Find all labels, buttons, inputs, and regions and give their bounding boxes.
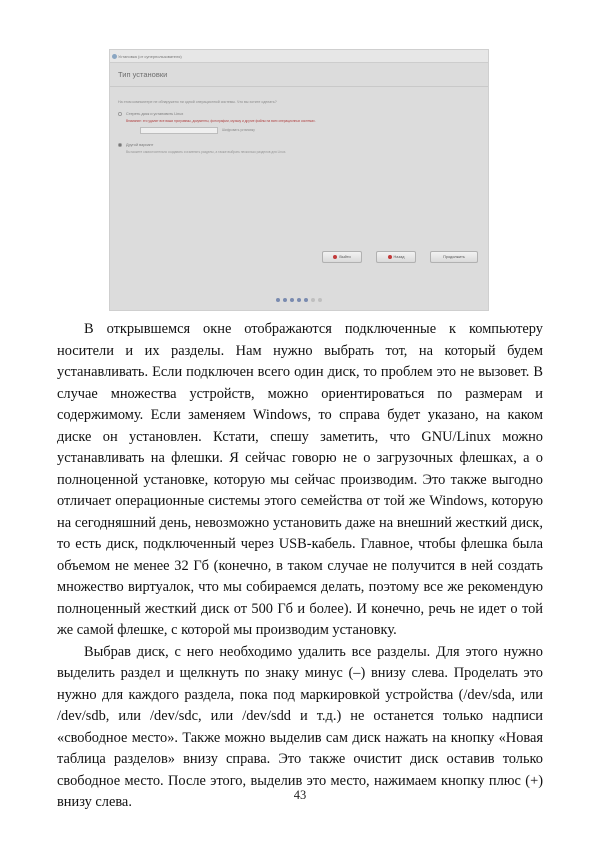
progress-dot [290,298,294,302]
heading-divider [110,86,488,87]
progress-dot [304,298,308,302]
progress-dot [276,298,280,302]
erase-disk-radio[interactable] [118,112,122,116]
progress-dot [297,298,301,302]
progress-dot [318,298,322,302]
installer-screenshot [109,49,489,311]
body-text [57,319,543,814]
back-button[interactable]: Назад [376,251,416,263]
progress-dots [110,289,488,307]
erase-disk-warning: Внимание: это удалит все ваши программы, документы, фотографии, музыку и другие файлы на всех операционных системах. [126,119,316,123]
erase-disk-label: Стереть диск и установить Linux [126,112,184,116]
window-titlebar [110,50,488,63]
window-title: Установка (от суперпользователя) [118,54,182,59]
other-option-description: Вы можете самостоятельно создавать и изменять разделы, а также выбрать несколько разделов для Linux. [126,150,287,154]
progress-dot [311,298,315,302]
encrypt-field[interactable] [140,127,218,134]
other-option-radio[interactable] [118,143,122,147]
quit-button[interactable]: Выйти [322,251,362,263]
continue-button[interactable]: Продолжить [430,251,478,263]
installer-heading: Тип установки [118,70,168,79]
paragraph: Выбрав диск, с него необходимо удалить все разделы. Для этого нужно выделить раздел и щелкнуть по знаку минус (–) внизу слева. Проделать это нужно для каждого раздела, пока под маркировкой устройства (/dev/sda, или /dev/sdb, или /dev/sdc, или /dev/sdd и т.д.) не останется только надписи «свободное место». Также можно выделив сам диск нажать на кнопку «Новая таблица разделов» внизу справа. Это также очистит диск оставив только свободное место. После этого, выделив это место, нажимаем кнопку плюс (+) внизу слева. [57,643,543,810]
quit-icon [333,255,337,259]
paragraph: В открывшемся окне отображаются подключенные к компьютеру носители и их разделы. Нам нужно выбрать тот, на который будем устанавливать. Если подключен всего один диск, то проблем это не вызовет. В случае множества устройств, можно ориентироваться по размерам и содержимому. Если заменяем Windows, то справа будет указано, на каком диске он установлен. Кстати, спешу заметить, что GNU/Linux можно устанавливать на флешки. Я сейчас говорю не о загрузочных флешках, а о полноценной установке, которую мы сейчас производим. Это также выгодно отличает операционные системы этого семейства от той же Windows, которую на сегодняшний день, невозможно установить даже на внешний жесткий диск, то есть диск, подключенный через USB-кабель. Главное, чтобы флешка была объемом не менее 32 Гб (конечно, в таком случае не получится в ней создать множество виртуалок, что мы собираемся делать, поэтому все же рекомендую полноценный жесткий диск от 500 Гб и более). И конечно, речь не идет о той же самой флешке, с которой мы производим установку. [57,321,543,638]
page-number: 43 [293,788,307,802]
install-question: На этом компьютере не обнаружено ни одной операционной системы. Что вы хотите сделать? [118,100,277,104]
other-option-label: Другой вариант [126,143,154,147]
encrypt-note: Шифровать установку [222,128,255,132]
progress-dot [283,298,287,302]
app-icon [112,54,117,59]
back-icon [388,255,392,259]
